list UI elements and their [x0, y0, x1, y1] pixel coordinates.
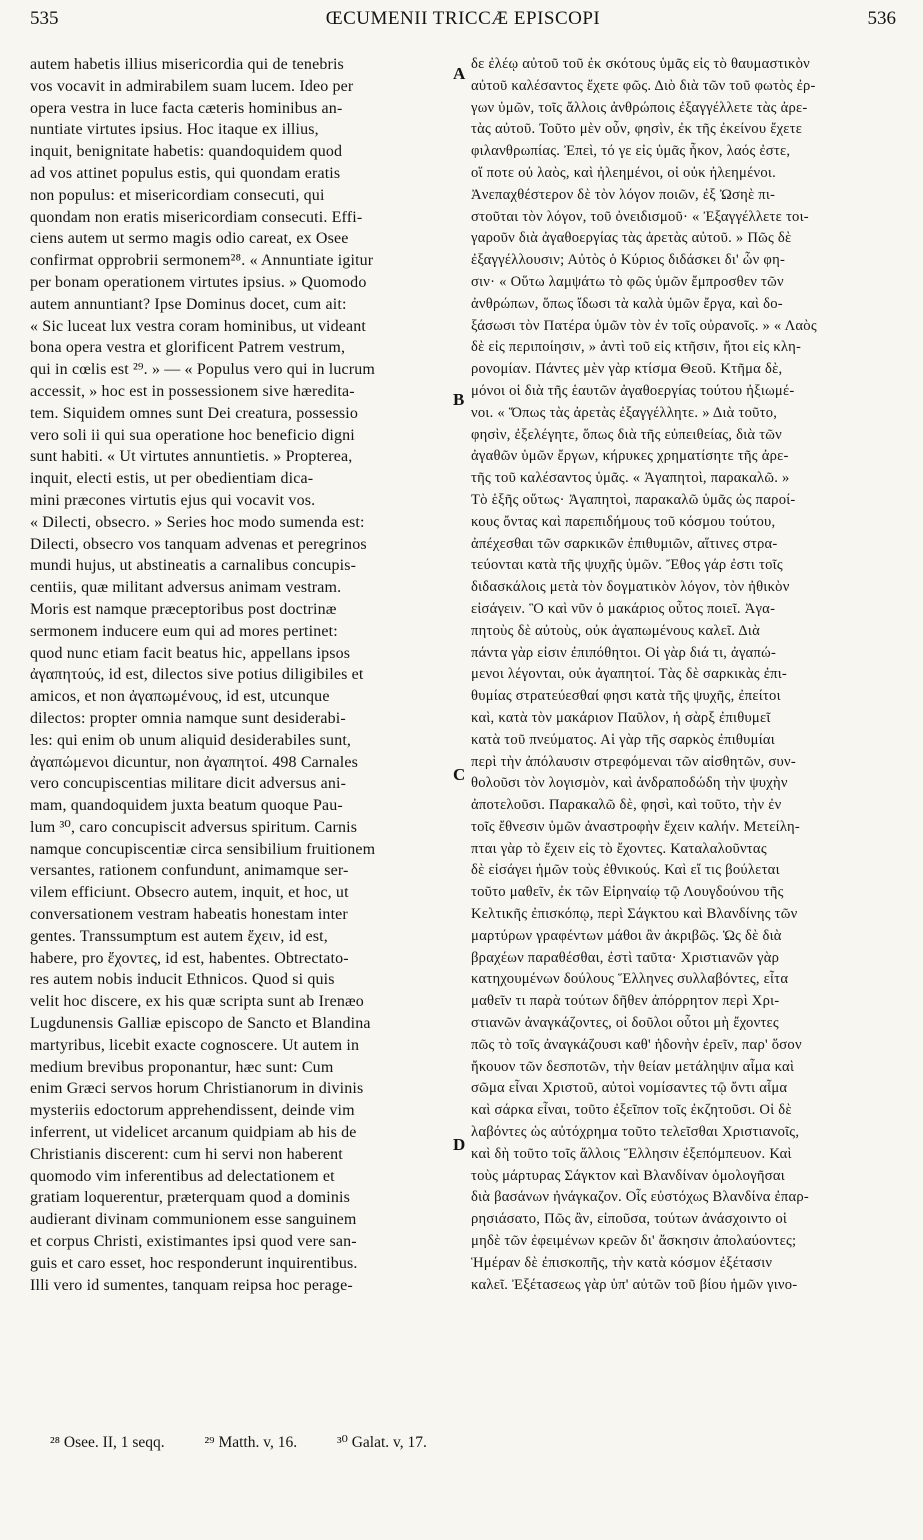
text-line: μηδὲ τῶν ἐφειμένων κρεῶν δι' ἄσκησιν ἀπολαύοντες;	[471, 1233, 797, 1250]
text-line: Lugdunensis Galliæ episcopo de Sancto et Blandina	[30, 1015, 371, 1033]
text-line: gratiam loquerentur, præterquam quod a dominis	[30, 1189, 350, 1207]
text-line: vilem efficiunt. Obsecro autem, inquit, et hoc, ut	[30, 884, 349, 902]
text-line: quondam non eratis misericordiam consecuti. Effi-	[30, 208, 363, 226]
text-line: ξάσωσι τὸν Πατέρα ὑμῶν τὸν ἐν τοῖς οὐρανοῖς. » « Λαὸς	[471, 317, 817, 334]
footnote: ²⁸ Osee. II, 1 seqq.	[50, 1434, 165, 1451]
text-line: ἀγαπώμενοι dicuntur, non ἀγαπητοί. 498 Carnales	[30, 753, 359, 771]
text-line: et corpus Christi, existimantes ipsi quod vere san-	[30, 1233, 357, 1251]
text-line: φιλανθρωπίας. Ἐπεὶ, τό γε εἰς ὑμᾶς ἧκον, λαός ἐστε,	[471, 143, 791, 160]
text-line: mundi hujus, ut abstineatis a carnalibus concupis-	[30, 557, 357, 575]
text-line: martyribus, licebit exacte cognoscere. Ut autem in	[30, 1036, 360, 1054]
text-line: lum ³⁰, caro concupiscit adversus spiritum. Carnis	[30, 818, 358, 836]
text-line: Ἀνεπαχθέστερον δὲ τὸν λόγον ποιῶν, ἐξ Ὠσηὲ πι-	[471, 186, 776, 203]
footnote: ³⁰ Galat. v, 17.	[336, 1434, 427, 1451]
text-line: οἵ ποτε οὐ λαὸς, καὶ ἠλεημένοι, οἱ οὐκ ἠλεημένοι.	[471, 164, 776, 181]
text-line: tem. Siquidem omnes sunt Dei creatura, possessio	[30, 404, 359, 422]
text-line: res autem nobis inducit Ethnicos. Quod si quis	[30, 971, 335, 989]
text-line: amicos, et non ἀγαπωμένους, id est, utcunque	[30, 688, 330, 706]
text-line: Christianis discerent: cum hi servi non haberent	[30, 1145, 343, 1163]
text-line: μαρτύρων γραφέντων μάθοι ἂν ἀκριβῶς. Ὡς δὲ διὰ	[471, 927, 782, 944]
text-line: Illi vero id sumentes, tanquam reipsa hoc perage-	[30, 1276, 353, 1294]
text-line: les: qui enim ob unum aliquid desiderabiles sunt,	[30, 731, 352, 749]
text-line: στοῦται τὸν λόγον, τοῦ ὀνειδισμοῦ· « Ἐξαγγέλλετε τοι-	[471, 208, 809, 225]
text-line: καλεῖ. Ἐξέτασεως γὰρ ὑπ' αὐτῶν τοῦ βίου ἡμῶν γινο-	[471, 1276, 798, 1293]
text-line: qui in cœlis est ²⁹. » — « Populus vero qui in lucrum	[30, 361, 375, 379]
text-line: dilectos: propter omnia namque sunt desiderabi-	[30, 709, 346, 727]
text-line: velit hoc discere, ex his quæ scripta sunt ab Irenæo	[30, 993, 364, 1011]
text-line: quod nunc etiam facit beatus hic, appellans ipsos	[30, 644, 351, 662]
text-line: ἐξαγγέλλουσιν; Αὐτὸς ὁ Κύριος διδάσκει δι' ὧν φη-	[471, 252, 786, 269]
running-title: ŒCUMENII TRICCÆ EPISCOPI	[325, 8, 601, 29]
text-line: φησὶν, ἐξελέγητε, ὅπως διὰ τῆς εὐπειθείας, διὰ τῶν	[471, 426, 783, 443]
page-header	[30, 8, 896, 38]
text-line: κατὰ τοῦ πνεύματος. Αἱ γὰρ τῆς σαρκὸς ἐπιθυμίαι	[471, 731, 775, 748]
page-number-left: 535	[30, 8, 59, 29]
text-line: sunt habiti. « Ut virtutes annuntietis. » Propterea,	[30, 448, 353, 466]
text-line: sermonem inducere eum qui ad mores pertinet:	[30, 622, 338, 640]
text-line: ἀπέχεσθαι τῶν σαρκικῶν ἐπιθυμιῶν, αἵτινες στρα-	[471, 535, 778, 552]
text-line: mini præcones virtutis ejus qui vocavit vos.	[30, 491, 316, 509]
text-line: τεύονται κατὰ τῆς ψυχῆς ὑμῶν. Ἔθος γάρ ἐστι τοῖς	[471, 557, 783, 574]
text-line: quomodo vim inferentibus ad delectationem et	[30, 1167, 335, 1185]
text-line: αὐτοῦ καλέσαντος ἔχετε φῶς. Διὸ διὰ τῶν τοῦ φωτὸς ἐρ-	[471, 77, 816, 94]
text-line: σιν· « Οὕτω λαμψάτω τὸ φῶς ὑμῶν ἔμπροσθεν τῶν	[471, 273, 784, 290]
text-line: Κελτικῆς ἐπισκόπῳ, περὶ Σάγκτου καὶ Βλανδίνης τῶν	[471, 906, 798, 923]
text-line: opera vestra in luce facta cæteris hominibus an-	[30, 99, 343, 117]
text-line: vero concupiscentias militare dicit adversus ani-	[30, 775, 347, 793]
text-line: inferrent, ut videlicet arcanum quidpiam ab his de	[30, 1124, 357, 1142]
text-line: πάντα γὰρ εἰσιν ἐπιπόθητοι. Οἱ γὰρ διά τι, ἀγαπώ-	[471, 644, 777, 661]
text-line: inquit, electi estis, ut per obedientiam dica-	[30, 470, 314, 488]
text-line: γαροῦν διὰ ἀγαθοεργίας τὰς ἀρετὰς αὐτοῦ. » Πῶς δὲ	[471, 230, 792, 247]
text-line: πται γὰρ τὸ ἔχειν εἰς τὸ ἔχοντες. Καταλαλοῦντας	[471, 840, 767, 857]
text-line: ἀγαπητούς, id est, dilectos sive potius diligibiles et	[30, 666, 364, 684]
text-line: μόνοι οἱ διὰ τῆς ἑαυτῶν ἀγαθοεργίας τούτου ἠξιωμέ-	[471, 382, 795, 399]
text-line: accessit, » hoc est in possessionem sive hæredita-	[30, 382, 355, 400]
margin-marker-d: D	[453, 1135, 466, 1154]
text-line: Ἡμέραν δὲ ἐπισκοπῆς, τὴν κατὰ κόσμον ἐξέτασιν	[471, 1254, 773, 1271]
text-line: conversationem vestram habeatis honestam inter	[30, 906, 348, 924]
text-line: « Dilecti, obsecro. » Series hoc modo sumenda est:	[30, 513, 365, 531]
text-line: ad vos attinet populus estis, qui quondam eratis	[30, 164, 341, 182]
text-line: Τὸ ἑξῆς οὕτως· Ἀγαπητοὶ, παρακαλῶ ὑμᾶς ὡς παροί-	[471, 491, 796, 508]
text-line: εἰσάγειν. Ὃ καὶ νῦν ὁ μακάριος οὗτος ποιεῖ. Ἀγα-	[471, 600, 776, 617]
text-line: vero soli ii qui sua operatione hoc beneficio digni	[30, 426, 355, 444]
text-line: δὲ εἰς περιποίησιν, » ἀντὶ τοῦ εἰς κτῆσιν, ἤτοι εἰς κλη-	[471, 339, 802, 356]
text-line: μαθεῖν τι παρὰ τούτων δῆθεν ἀπόρρητον περὶ Χρι-	[471, 993, 780, 1010]
margin-marker-c: C	[453, 765, 466, 784]
page-number-right: 536	[867, 8, 896, 29]
text-line: κους ὄντας καὶ παρεπιδήμους τοῦ κόσμου τούτου,	[471, 513, 776, 530]
text-line: τοὺς μάρτυρας Σάγκτον καὶ Βλανδίναν ὁμολογῆσαι	[471, 1167, 785, 1184]
text-line: ἀνθρώπων, ὅπως ἴδωσι τὰ καλὰ ὑμῶν ἔργα, καὶ δο-	[471, 295, 783, 312]
text-line: mam, quandoquidem juxta beatum quoque Pau-	[30, 797, 343, 815]
text-line: δε ἐλέῳ αὐτοῦ τοῦ ἐκ σκότους ὑμᾶς εἰς τὸ θαυμαστικὸν	[471, 56, 810, 72]
text-line: περὶ τὴν ἀπόλαυσιν στρεφόμεναι τῶν αἰσθητῶν, συν-	[471, 753, 796, 770]
text-line: καὶ σάρκα εἶναι, τοῦτο ἐξεῖπον τοῖς ἐκζητοῦσι. Οἱ δὲ	[471, 1102, 792, 1119]
text-line: διὰ βασάνων ἠνάγκαζον. Οἷς εὐστόχως Βλανδίνα ἐπαρ-	[471, 1189, 810, 1206]
text-line: « Sic luceat lux vestra coram hominibus, ut videant	[30, 317, 367, 335]
text-line: θυμίας στρατεύεσθαί φησι κατὰ τῆς ψυχῆς, ἐπείτοι	[471, 688, 781, 705]
text-line: bona opera vestra et glorificent Patrem vestrum,	[30, 339, 346, 357]
text-line: autem habetis illius misericordia qui de tenebris	[30, 56, 344, 73]
text-line: autem annuntiant? Ipse Dominus docet, cum ait:	[30, 295, 347, 313]
text-line: namque concupiscentiæ circa sensibilium fruitionem	[30, 840, 376, 858]
text-line: nuntiate virtutes ipsius. Hoc itaque ex illius,	[30, 121, 319, 139]
text-line: βραχέων παραθέσθαι, ἐστὶ ταῦτα· Χριστιανῶν γὰρ	[471, 949, 780, 966]
text-line: καὶ, κατὰ τὸν μακάριον Παῦλον, ἡ σὰρξ ἐπιθυμεῖ	[471, 709, 771, 726]
text-line: πῶς τὸ τοῖς ἀναγκάζουσι καθ' ἡδονὴν ἐρεῖν, παρ' ὅσον	[471, 1036, 802, 1053]
text-line: στιανῶν ἀναγκάζοντες, οἱ δοῦλοι οὗτοι μὴ ἔχοντες	[471, 1015, 779, 1032]
text-line: ρονομίαν. Πάντες μὲν γὰρ κτίσμα Θεοῦ. Κτῆμα δὲ,	[471, 361, 783, 378]
text-line: κατηχουμένων δούλους Ἕλληνες συλλαβόντες, εἶτα	[471, 971, 789, 988]
text-line: δὲ εἰσάγει ἡμῶν τοὺς ἐθνικούς. Καὶ εἴ τις βούλεται	[471, 862, 780, 879]
text-line: μενοι λέγονται, οὐκ ἀγαπητοί. Τὰς δὲ σαρκικὰς ἐπι-	[471, 666, 788, 683]
text-line: medium brevibus proponantur, hæc sunt: Cum	[30, 1058, 334, 1076]
text-line: guis et caro esset, hoc responderunt inquirentibus.	[30, 1254, 358, 1272]
text-line: διδασκάλοις μετὰ τὸν δογματικὸν λόγον, τὸν ἠθικὸν	[471, 579, 790, 596]
text-line: confirmat opprobrii sermonem²⁸. « Annuntiate igitur	[30, 252, 374, 270]
text-line: non populus: et misericordiam consecuti, qui	[30, 186, 325, 204]
text-line: καὶ δὴ τοῦτο τοῖς ἄλλοις Ἕλλησιν ἐξεπόμπευον. Καὶ	[471, 1145, 792, 1162]
text-line: mysteriis edoctorum apprehendissent, deinde vim	[30, 1102, 355, 1120]
text-line: gentes. Transsumptum est autem ἔχειν, id est,	[30, 927, 328, 945]
text-line: νοι. « Ὅπως τὰς ἀρετὰς ἐξαγγέλλητε. » Διὰ τοῦτο,	[471, 404, 778, 421]
text-line: Dilecti, obsecro vos tanquam advenas et peregrinos	[30, 535, 367, 553]
text-line: τῆς τοῦ καλέσαντος ὑμᾶς. « Ἀγαπητοὶ, παρακαλῶ. »	[471, 470, 790, 487]
text-line: enim Græci servos horum Christianorum in divinis	[30, 1080, 364, 1098]
text-line: τοῦτο μαθεῖν, ἐκ τῶν Εἰρηναίῳ τῷ Λουγδούνου τῆς	[471, 884, 784, 901]
text-line: πητοὺς δὲ αὐτοὺς, οὐκ ἀγαπωμένους καλεῖ. Διὰ	[471, 622, 760, 639]
text-line: vos vocavit in admirabilem suam lucem. Ideo per	[30, 77, 354, 95]
margin-marker-b: B	[453, 390, 465, 409]
text-line: ἤκουον τῶν δεσποτῶν, τὴν θείαν μετάληψιν αἷμα καὶ	[471, 1058, 795, 1075]
text-line: centiis, quæ militant adversus animam vestram.	[30, 579, 342, 597]
footnote: ²⁹ Matth. v, 16.	[204, 1434, 298, 1451]
footnotes	[50, 1433, 850, 1453]
text-line: τὰς αὐτοῦ. Τοῦτο μὲν οὖν, φησὶν, ἐκ τῆς ἐκείνου ἔχετε	[471, 121, 803, 138]
margin-marker-a: A	[453, 64, 466, 83]
text-line: σῶμα εἶναι Χριστοῦ, αὐτοὶ νομίσαντες τῷ ὄντι αἷμα	[471, 1080, 788, 1097]
text-line: ἀγαθῶν ὑμῶν ἔργων, κήρυκες χρηματίσητε τῆς ἀρε-	[471, 448, 789, 465]
text-line: ἀποτελοῦσι. Παρακαλῶ δὲ, φησὶ, καὶ τοῦτο, τὴν ἐν	[471, 797, 782, 814]
text-line: per bonam operationem virtutes ipsius. » Quomodo	[30, 273, 367, 291]
text-line: τοῖς ἔθνεσιν ὑμῶν ἀναστροφὴν ἔχειν καλήν. Μετείλη-	[471, 818, 801, 835]
text-line: ciens autem ut sermo magis odio careat, ex Osee	[30, 230, 349, 248]
text-line: audierant divinam communionem esse sanguinem	[30, 1211, 357, 1229]
text-line: γων ὑμῶν, τοῖς ἄλλοις ἀνθρώποις ἐξαγγέλλετε τὰς ἀρε-	[471, 99, 808, 116]
text-line: θολοῦσι τὸν λογισμὸν, καὶ ἀνδραποδώδη τὴν ψυχὴν	[471, 775, 788, 792]
greek-column	[471, 54, 895, 1296]
text-line: λαβόντες ὡς αὐτόχρημα τοῦτο τελεῖσθαι Χριστιανοῖς,	[471, 1124, 800, 1141]
text-line: Moris est namque præceptoribus post doctrinæ	[30, 600, 337, 618]
text-line: ρησιάσατο, Πῶς ἂν, εἰποῦσα, τούτων ἀνάσχοιντο οἱ	[471, 1211, 788, 1228]
latin-column	[30, 54, 451, 1296]
text-line: versantes, rationem confundunt, animamque ser-	[30, 862, 349, 880]
text-line: habere, pro ἔχοντες, id est, habentes. Obtrectato-	[30, 949, 349, 967]
text-line: inquit, benignitate habetis: quandoquidem quod	[30, 143, 343, 161]
